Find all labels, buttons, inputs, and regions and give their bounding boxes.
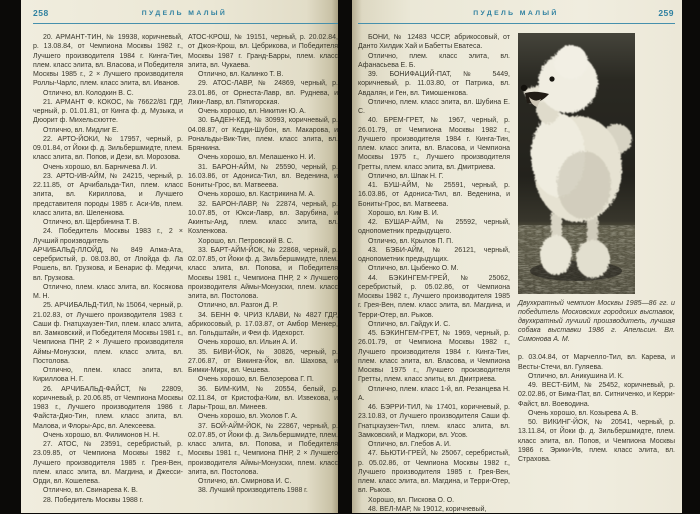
page-left — [21, 0, 338, 513]
eye — [549, 76, 554, 81]
nose — [521, 85, 527, 91]
catalog-paragraph: АРЧИБАЛЬД-ЛЛОЙД, № 849 Алма-Ата, серебристый, р. 08.03.80, от Ллойда ф. Ла Рошель, вл. Грузкова, и Бенарис ф. Медичи, вл. Грузкова. — [33, 246, 183, 282]
catalog-paragraph: Отлично, вл. Крылов П. П. — [368, 237, 454, 245]
catalog-paragraph: Очень хорошо, вл. Филимонов Н. Н. — [43, 431, 160, 439]
poodle-photo — [518, 33, 635, 294]
page-number-right: 259 — [658, 8, 674, 18]
catalog-paragraph: Хорошо, вл. Петровский В. С. — [198, 237, 294, 245]
catalog-paragraph: 28. Победитель Москвы 1988 г. — [43, 496, 144, 504]
catalog-paragraph: 23. АРТО-ИВ-АЙМ, № 24215, черный, р. 22.11.85, от Арчибальда-Тил, плем. класс элита, вл. Кириллова, и Лучшего представителя породы 1985 г. Аси-Ив, плем. класс элита, вл. Шеленкова. — [33, 172, 183, 217]
catalog-paragraph: 26. АРЧИБАЛЬД-ФАЙСТ, № 22809, коричневый, р. 20.06.85, от Чемпиона Москвы 1983 г., Лучшего производителя 1986 г. Файста-Джо-Тин, плем. класс элита, вл. Малова, и Флоры-Арс, вл. Алексеева. — [33, 385, 183, 430]
catalog-paragraph: 20. АРМАНТ-ТИН, № 19938, коричневый, р. 13.08.84, от Чемпиона Москвы 1982 г., Лучшего производителя 1984 г. Кинга-Тин, плем. класс элита, вл. Власова, и Победителя Москвы 1985 г., 2 × Лучшего производителя Роллы-Чарлс, плем. класс элита, вл. Иванов. — [33, 34, 183, 88]
catalog-paragraph: Отлично, вл. Мидлиг Е. — [43, 126, 119, 134]
header-rule-right — [358, 23, 675, 24]
catalog-paragraph: 43. БЭБИ-АЙМ, № 26121, черный, однопометник предыдущих. — [358, 246, 510, 263]
photo-caption: Двухкратный чемпион Москвы 1985—86 гг. и победитель Московских городских выставок, двухкратный лучший производитель, лучшая собака выставки 1986 г. Апельсин. Вл. Симонова А. М. — [518, 299, 675, 344]
catalog-paragraph: Очень хорошо, вл. Кастрикина М. А. — [198, 191, 315, 199]
catalog-paragraph: 42. БУШАР-АЙМ, № 25592, черный, однопометник предыдущего. — [358, 219, 510, 236]
catalog-paragraph: Отлично, вл. Разгон Д. Р. — [198, 302, 279, 310]
catalog-paragraph: Очень хорошо, вл. Козырева А. В. — [528, 409, 639, 417]
catalog-paragraph: Отлично, плем. класс элита, вл. Косякова М. Н. — [33, 283, 183, 300]
catalog-paragraph: 35. БИВИ-ЙОК, № 30826, черный, р. 27.06.87, от Викинга-Йок, вл. Шахова, и Бимки-Мирк, вл. Чешева. — [188, 348, 338, 374]
page-number-left: 258 — [33, 8, 49, 18]
catalog-paragraph: 50. ВИКИНГ-ЙОК, № 20541, черный, р. 13.11.84, от Йоки ф. д. Зильбершмидте, плем. класс элита, вл. Попов, и Чемпиона Москвы 1986 г. Эрики-Ив, плем. класс элита, вл. Страхова. — [518, 419, 675, 464]
catalog-paragraph: БОНИ, № 12483 ЧССР, абрикосовый, от Данто Хилдик Хай и Бабетты Еватеса. — [358, 34, 510, 51]
text-block-left — [33, 33, 338, 507]
catalog-paragraph: 45. БЭКИНГЕМ-ГРЕТ, № 1969, черный, р. 26.01.79, от Чемпиона Москвы 1982 г., Лучшего производителя 1984 г. Кинга-Тин, плем. класс элита, вл. Власова, и Чемпиона Москвы 1975 г., Лучшего производителя Гретты, плем. класс элиты, вл. Дмитриева. — [358, 330, 510, 384]
catalog-paragraph: Отлично, вл. Щербинина Т. В. — [43, 219, 140, 226]
catalog-paragraph: Отлично, вл. Глебов А. И. — [368, 441, 451, 448]
catalog-paragraph: 24. Победитель Москвы 1983 г., 2 × Лучший производитель — [33, 228, 183, 245]
catalog-paragraph: 25. АРЧИБАЛЬД-ТИЛ, № 15064, черный, р. 21.02.83, от Лучшего производителя 1983 г. Саши ф. Гнатцхаузен-Тил, плем. класс элита, вл. Замковский, и Победителя Москвы 1981 г., Чемпиона ПНР, 2 × Лучшего производителя Аймы-Монузски, плем. класс элита, вл. Постолова. — [33, 302, 183, 365]
text-column-4 — [518, 353, 675, 464]
catalog-paragraph: Очень хорошо, вл. Уколов Г. А. — [198, 413, 298, 421]
catalog-paragraph: Отлично, вл. Шпак Н. Г. — [368, 172, 444, 180]
catalog-paragraph: Отлично, вл. Цыбенко О. М. — [368, 265, 459, 273]
catalog-paragraph: 40. БРЕМ-ГРЕТ, № 1967, черный, р. 26.01.79, от Чемпиона Москвы 1982 г., Лучшего производителя 1984 г. Кинга-Тин, плем. класс элита, вл. Власова, и Чемпиона Москвы 1975 г., Лучшего производителя Гретты, плем. класс элита, вл. Дмитриева. — [358, 117, 510, 171]
photo-and-text-column — [518, 33, 675, 507]
catalog-paragraph: Очень хорошо, вл. Мелашенко Н. И. — [198, 154, 316, 162]
catalog-paragraph: Отлично, плем. класс элита, вл. Шубина Е. С. — [358, 98, 510, 115]
catalog-paragraph: Отлично, плем. класс элита, вл. Кириллова Н. Г. — [33, 367, 183, 384]
catalog-paragraph: Отлично, вл. Смирнова И. С. — [198, 478, 292, 485]
catalog-paragraph: 27. АТОС, № 23591, серебристый, р. 23.09.85, от Чемпиона Москвы 1982 г., Лучшего производителя 1985 г. Грея-Вен, плем. класс элита, вл. Магдина, и Джесси-Орди, вл. Кошелева. — [33, 441, 183, 485]
catalog-paragraph: 39. БОНИФАЦИЙ-ПАТ, № 5449, коричневый, р. 11.03.80, от Патрика, вл. Авдалян, и Ген, вл. Тимошенкова. — [358, 71, 510, 97]
catalog-paragraph: 31. БАРОН-АЙМ, № 25590, черный, р. 16.03.86, от Адониса-Тил, вл. Веденина, и Бониты-Грос, вл. Матвеева. — [188, 163, 338, 189]
catalog-paragraph: Отлично, вл. Аникушина И. К. — [528, 372, 624, 380]
text-block-right — [358, 33, 675, 513]
catalog-paragraph: 47. БЬЮТИ-ГРЕЙ, № 25067, серебристый, р. 05.02.86, от Чемпиона Москвы 1982 г., Лучшего производителя 1985 г. Грея-Вен, плем. класс элита, вл. Магдина, и Терри-Отер, вл. Рыков. — [358, 450, 510, 495]
catalog-paragraph: Отлично, вл. Колодкин В. С. — [43, 89, 134, 97]
catalog-paragraph: 48. ВЕЛ-МАР, № 19012, коричневый, — [368, 505, 487, 513]
page-header-right — [358, 8, 674, 20]
catalog-paragraph: Очень хорошо, вл. Белозерова Г. П. — [198, 376, 314, 384]
catalog-paragraph: Очень хорошо, вл. Ильин А. И. — [198, 339, 298, 347]
header-rule-left — [33, 23, 338, 24]
page-right — [352, 0, 682, 513]
catalog-paragraph: 46. БЭРРИ-ТИЛ, № 17401, коричневый, р. 23.10.83, от Лучшего производителя Саши ф. Гнатцхаузен-Тил, плем. класс элита, вл. Замковский, и Маджори, вл. Усов. — [358, 404, 510, 439]
catalog-paragraph: 38. Лучший производитель 1988 г. — [198, 487, 308, 495]
catalog-paragraph: Хорошо, вл. Ким В. И. — [368, 209, 439, 217]
text-column-1 — [33, 33, 183, 507]
catalog-paragraph: Очень хорошо, вл. Никитин Ю. А. — [198, 108, 306, 115]
catalog-paragraph: 32. БАРОН-ЛАВР, № 22874, черный, р. 10.07.85, от Юкси-Лавр, вл. Зарубина, и Акинты-Анд, плем. класс элита, вл. Козленкова. — [188, 200, 338, 236]
catalog-paragraph: р. 03.04.84, от Марчелло-Тил, вл. Карева, и Весты-Стечи, вл. Гуляева. — [518, 354, 675, 371]
catalog-paragraph: 30. БАДЕН-КЕД, № 30993, коричневый, р. 04.08.87, от Кедди-Шубон, вл. Макарова, и Рональды-Вик-Тин, плем. класс элита, вл. Брянкина. — [188, 117, 338, 152]
catalog-paragraph: АТОС-КРОШ, № 19151, черный, р. 20.02.84, от Джоя-Крош, вл. Цебрикова, и Победителя Москвы 1987 г. Гранд-Барры, плем. класс элита, вл. Чукаева. — [188, 34, 338, 69]
catalog-paragraph: 33. БАРТ-АЙМ-ЙОК, № 22868, черный, р. 02.07.85, от Йоки ф. д. Зильбершмидте, плем. класс элита, вл. Попова, и Победителя Москвы 1981 г., Чемпиона ПНР, 2 × Лучшего производителя Аймы-Монузски, плем. класс элита, вл. Постолова. — [188, 246, 338, 300]
catalog-paragraph: Отлично, вл. Свинарева К. В. — [43, 487, 138, 495]
catalog-paragraph: 34. БЕНН Ф. ЧРИЗ КЛАВИ, № 4827 ГДР, абрикосовый, р. 17.03.87, от Амбор Менкер, вл. Гольдштайн, и Феи ф. Идехорст. — [188, 311, 338, 337]
running-head-right: ПУДЕЛЬ МАЛЫЙ — [473, 9, 559, 17]
catalog-paragraph: Отлично, вл. Гайдук И. С. — [368, 320, 451, 328]
catalog-paragraph: 41. БУШ-АЙМ, № 25591, черный, р. 16.03.86, от Адониса-Тил, вл. Веденина, и Бониты-Грос, вл. Матвеева. — [358, 182, 510, 208]
poodle-photo-graphic — [518, 33, 635, 294]
page-header-left — [33, 8, 336, 20]
catalog-paragraph: 37. БОЙ-АЙМ-ЙОК, № 22867, черный, р. 02.07.85, от Йоки ф. д. Зильбершмидте, плем. класс элита, вл. Попова, и Победителя Москвы 1981 г., Чемпиона ПНР, 2 × Лучшего производителя Аймы-Монузски, плем. класс элита, вл. Постолова. — [188, 422, 338, 476]
catalog-paragraph: Очень хорошо, вл. Барничева Л. И. — [43, 163, 158, 171]
body-shading — [557, 151, 611, 219]
catalog-paragraph: 29. АТОС-ЛАВР, № 24869, черный, р. 23.01.86, от Орнеста-Лавр, вл. Руднева, и Лики-Лавр, вл. Пятигорская. — [188, 80, 338, 106]
catalog-paragraph: Хорошо, вл. Пискова О. О. — [368, 496, 455, 504]
catalog-paragraph: 49. ВЕСТ-БИМ, № 25452, коричневый, р. 02.02.86, от Бима-Пат, вл. Ситниченко, и Керри-Файст, вл. Воеводина. — [518, 382, 675, 408]
text-column-3 — [358, 33, 510, 513]
catalog-paragraph: 44. БЭКИНГЕМ-ГРЕЙ, № 25062, серебристый, р. 05.02.86, от Чемпиона Москвы 1982 г., Лучшего производителя 1985 г. Грея-Вен, плем. класс элита, вл. Магдина, и Терри-Отер, вл. Рыков. — [358, 274, 510, 319]
catalog-paragraph: 22. АРТО-ЙОКИ, № 17957, черный, р. 09.01.84, от Йоки ф. д. Зильбершмидте, плем. класс элита, вл. Попов, и Дези, вл. Морозова. — [33, 135, 183, 162]
catalog-paragraph: 36. БИМ-КИМ, № 20554, белый, р. 02.11.84, от Кристофа-Ким, вл. Извекова, и Лары-Трош, вл. Минеев. — [188, 385, 338, 411]
running-head-left: ПУДЕЛЬ МАЛЫЙ — [141, 9, 228, 17]
text-column-2 — [188, 33, 338, 507]
catalog-paragraph: Отлично, плем. класс элита, вл. Афанасьева Е. Б. — [358, 52, 510, 69]
catalog-paragraph: 21. АРМАНТ Ф. КОКОС, № 76622/81 ГДР, черный, р. 01.01.81, от Кинга ф. д. Музыка, и Дюорит ф. Михельсхютте. — [33, 98, 183, 125]
catalog-paragraph: Отлично, плем. класс 1-й, вл. Резанцева Н. А. — [358, 385, 510, 402]
catalog-paragraph: Отлично, вл. Калинко Т. В. — [198, 71, 284, 78]
